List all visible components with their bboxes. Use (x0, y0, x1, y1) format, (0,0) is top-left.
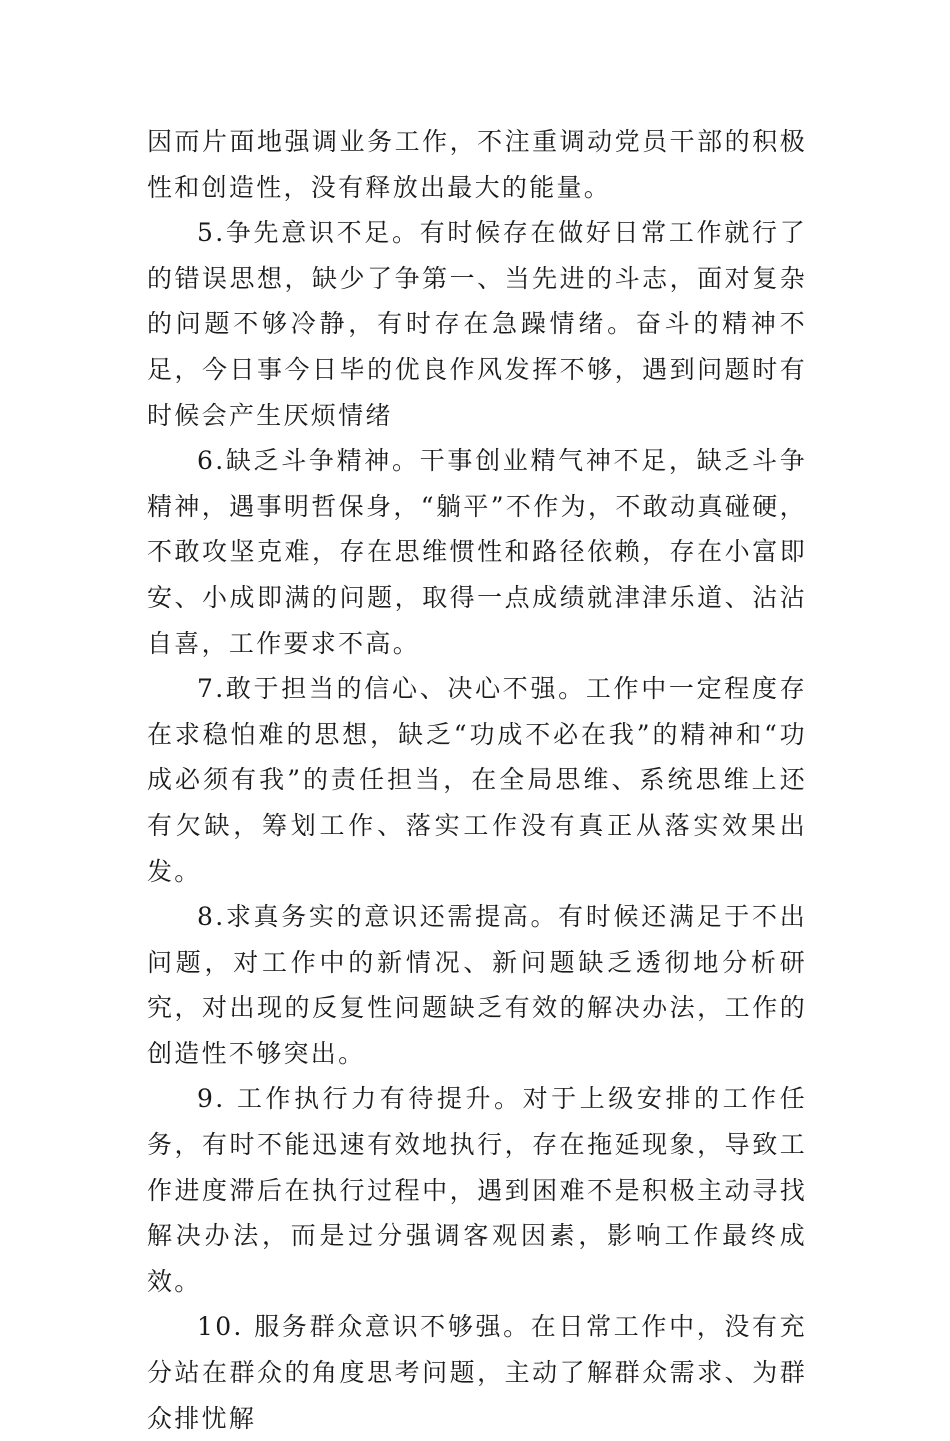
paragraph-item-5: 5.争先意识不足。有时候存在做好日常工作就行了的错误思想，缺少了争第一、当先进的斗志，面对复杂的问题不够冷静，有时存在急躁情绪。奋斗的精神不足，今日事今日毕的优良作风发挥不够，遇到问题时有时候会产生厌烦情绪 (147, 218, 807, 430)
document-body (147, 119, 807, 1441)
paragraph-continuation: 因而片面地强调业务工作，不注重调动党员干部的积极性和创造性，没有释放出最大的能量。 (147, 127, 807, 202)
paragraph-item-9: 9. 工作执行力有待提升。对于上级安排的工作任务，有时不能迅速有效地执行，存在拖延现象，导致工作进度滞后在执行过程中，遇到困难不是积极主动寻找解决办法，而是过分强调客观因素，影响工作最终成效。 (147, 1084, 807, 1296)
paragraph-item-6: 6.缺乏斗争精神。干事创业精气神不足，缺乏斗争精神，遇事明哲保身，“躺平”不作为，不敢动真碰硬，不敢攻坚克难，存在思维惯性和路径依赖，存在小富即安、小成即满的问题，取得一点成绩就津津乐道、沾沾自喜，工作要求不高。 (147, 446, 807, 658)
paragraph-item-7: 7.敢于担当的信心、决心不强。工作中一定程度存在求稳怕难的思想，缺乏“功成不必在我”的精神和“功成必须有我”的责任担当，在全局思维、系统思维上还有欠缺，筹划工作、落实工作没有真正从落实效果出发。 (147, 674, 807, 886)
paragraph-item-8: 8.求真务实的意识还需提高。有时候还满足于不出问题，对工作中的新情况、新问题缺乏透彻地分析研究，对出现的反复性问题缺乏有效的解决办法，工作的创造性不够突出。 (147, 902, 807, 1068)
paragraph-item-10: 10. 服务群众意识不够强。在日常工作中，没有充分站在群众的角度思考问题，主动了解群众需求、为群众排忧解 (147, 1312, 807, 1433)
